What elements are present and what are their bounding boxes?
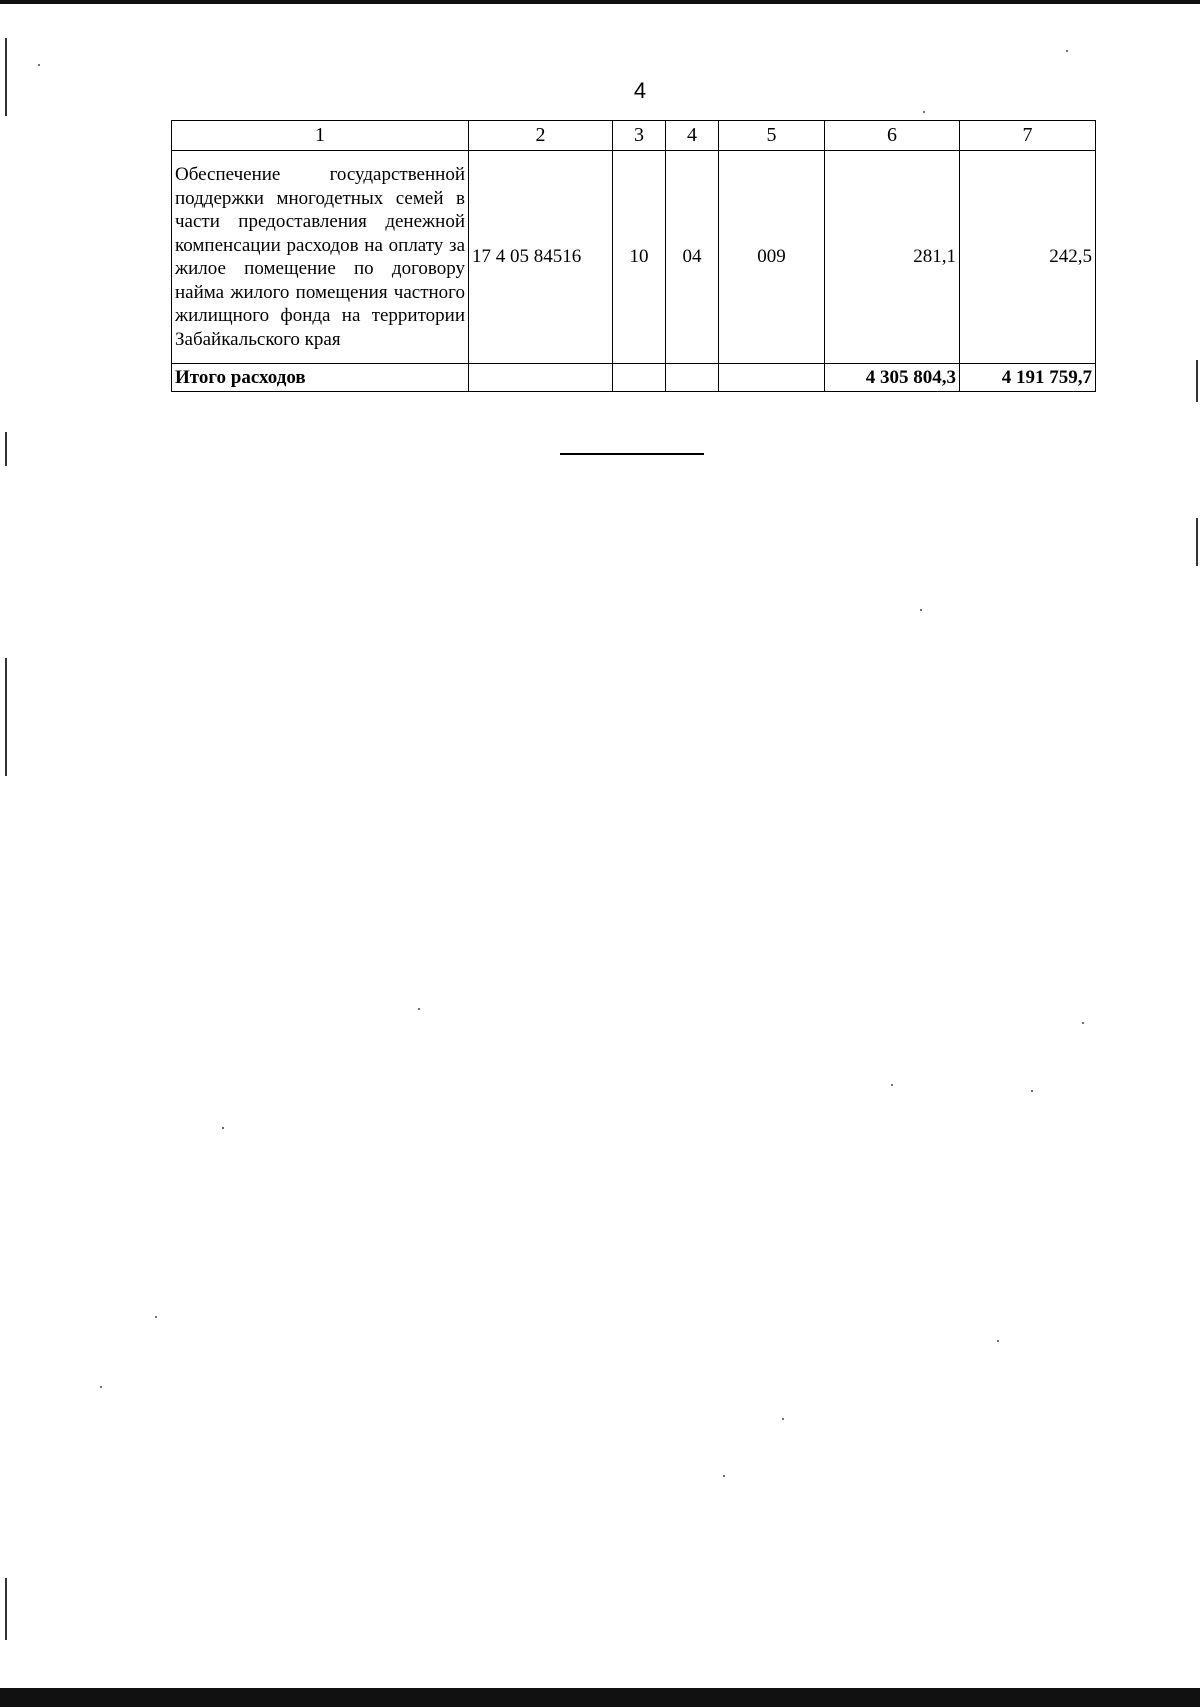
column-header: 6 <box>825 121 960 151</box>
column-header: 5 <box>719 121 825 151</box>
target-code-cell: 17 4 05 84516 <box>469 151 613 364</box>
scan-speck <box>1066 50 1068 52</box>
scan-edge-left <box>5 432 7 466</box>
subsection-cell: 04 <box>666 151 719 364</box>
empty-cell <box>613 364 666 392</box>
expense-table <box>171 120 1096 392</box>
scan-speck <box>38 64 40 66</box>
expense-name-cell: Обеспечение государственной поддержки многодетных семей в части предоставления денежной компенсации расходов на оплату за жилое помещение по договору найма жилого помещения частного жилищного фонда на территории Забайкальского края <box>172 151 469 364</box>
scan-speck <box>1082 1022 1084 1024</box>
end-of-table-rule <box>560 453 704 455</box>
column-header: 4 <box>666 121 719 151</box>
scan-speck <box>997 1340 999 1342</box>
scan-edge-left <box>5 658 7 776</box>
empty-cell <box>666 364 719 392</box>
empty-cell <box>469 364 613 392</box>
scan-edge-top <box>0 0 1200 4</box>
table-header-row <box>172 121 1096 151</box>
page-number: 4 <box>633 78 647 103</box>
scan-speck <box>723 1475 725 1477</box>
total-amount-2-cell: 4 191 759,7 <box>960 364 1096 392</box>
total-amount-1-cell: 4 305 804,3 <box>825 364 960 392</box>
column-header: 3 <box>613 121 666 151</box>
scan-speck <box>891 1084 893 1086</box>
total-label-cell: Итого расходов <box>172 364 469 392</box>
scan-edge-right <box>1196 518 1198 566</box>
scan-speck <box>155 1316 157 1318</box>
section-cell: 10 <box>613 151 666 364</box>
scan-speck <box>923 111 925 113</box>
column-header: 1 <box>172 121 469 151</box>
scan-edge-right <box>1196 360 1198 402</box>
scan-speck <box>222 1127 224 1129</box>
column-header: 7 <box>960 121 1096 151</box>
expense-type-cell: 009 <box>719 151 825 364</box>
empty-cell <box>719 364 825 392</box>
table-row <box>172 151 1096 364</box>
scan-edge-bottom <box>0 1688 1200 1707</box>
scan-speck <box>418 1008 420 1010</box>
scan-speck <box>100 1386 102 1388</box>
scan-edge-left <box>5 38 7 116</box>
amount-2-cell: 242,5 <box>960 151 1096 364</box>
scan-edge-left <box>5 1578 7 1640</box>
scan-speck <box>1031 1090 1033 1092</box>
scan-speck <box>920 609 922 611</box>
scan-speck <box>782 1418 784 1420</box>
amount-1-cell: 281,1 <box>825 151 960 364</box>
column-header: 2 <box>469 121 613 151</box>
total-row <box>172 364 1096 392</box>
